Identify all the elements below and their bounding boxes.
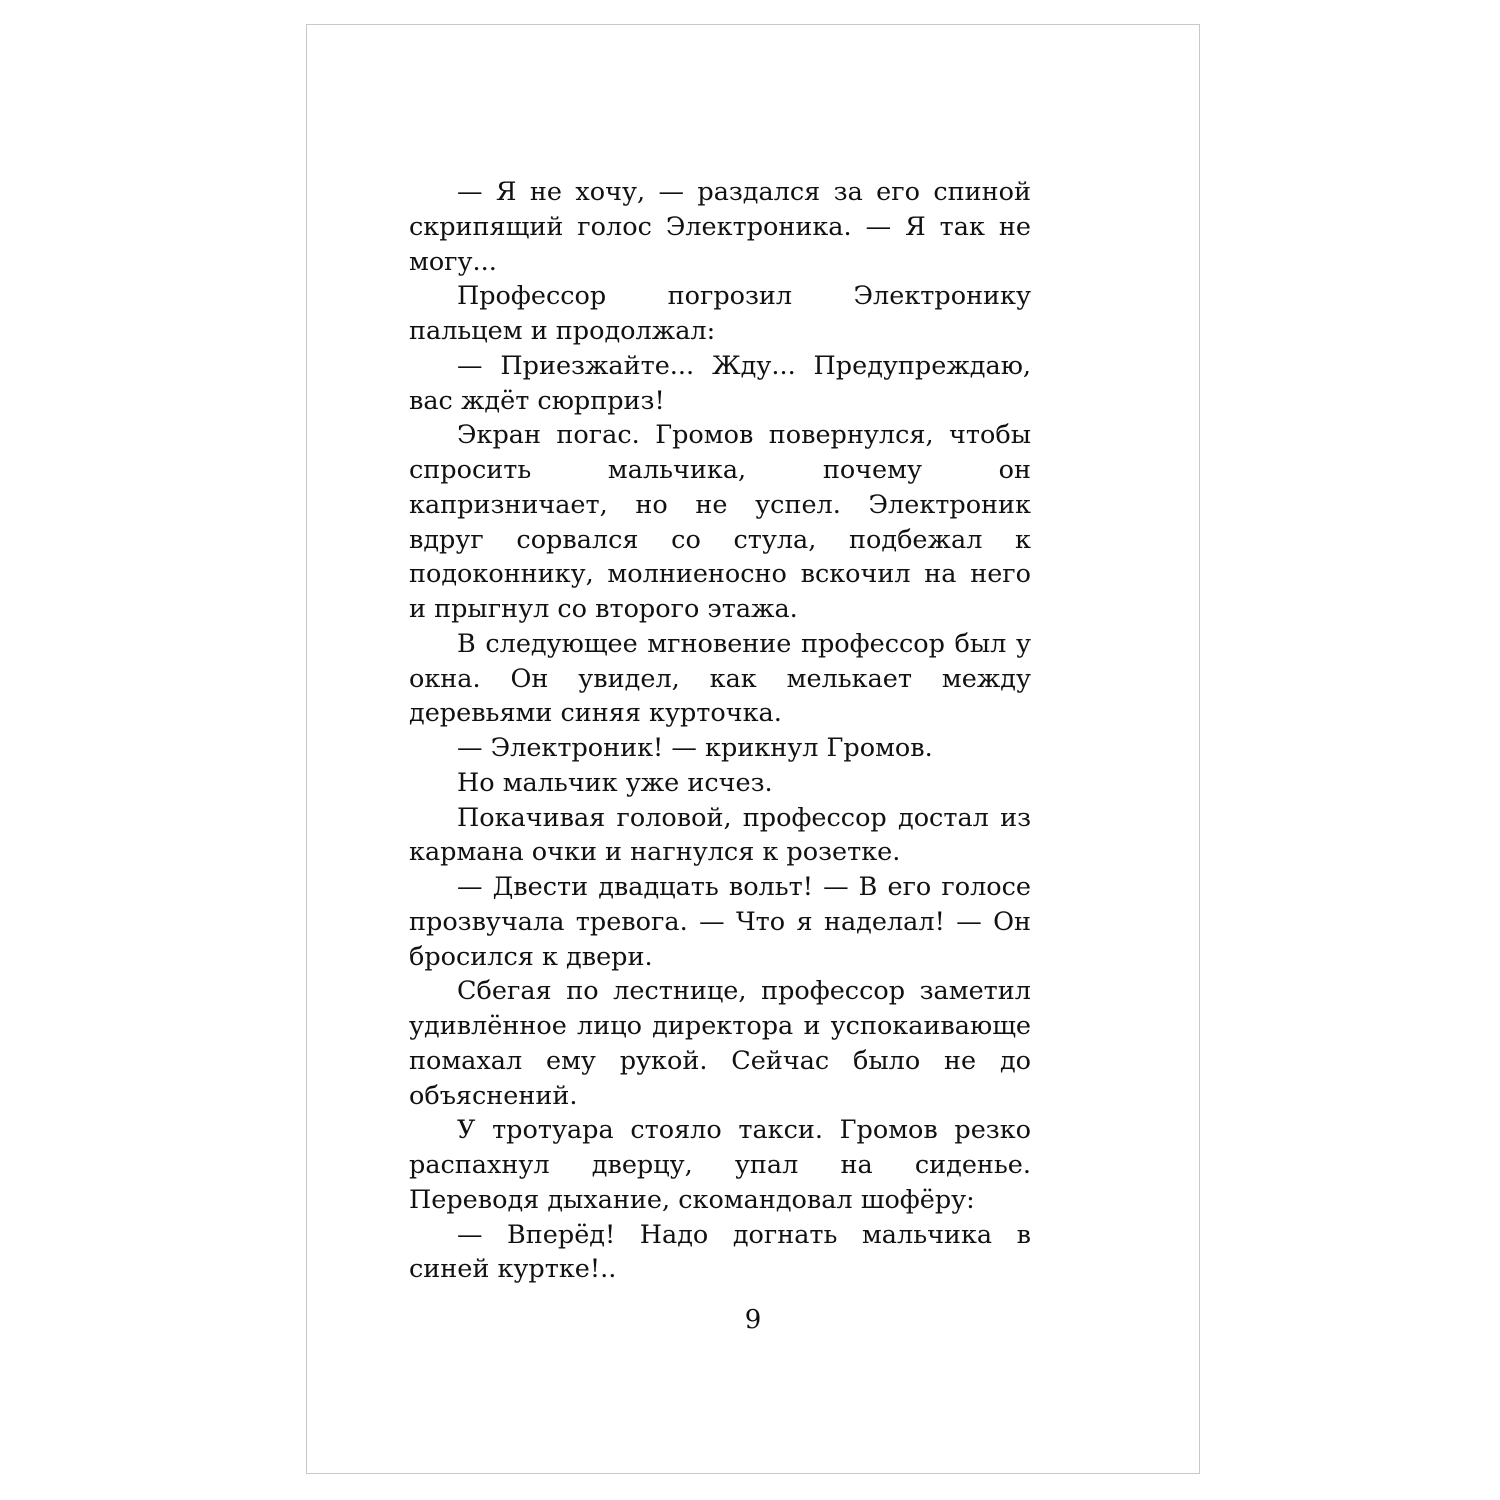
paragraph: В следующее мгновение профессор был у окна. Он увидел, как мелькает между деревьями синяя курточка. bbox=[409, 628, 1031, 729]
paragraph: — Электроник! — крикнул Громов. bbox=[457, 733, 933, 763]
paragraph: Профессор погрозил Электронику пальцем и продолжал: bbox=[409, 281, 1031, 346]
page-number: 9 bbox=[744, 1305, 762, 1335]
paragraph: — Вперёд! Надо догнать мальчика в синей куртке!.. bbox=[409, 1219, 1031, 1285]
paragraph: Но мальчик уже исчез. bbox=[457, 767, 773, 798]
book-page bbox=[306, 24, 1200, 1474]
paragraph: — Приезжайте... Жду... Предупреждаю, вас ждёт сюрприз! bbox=[409, 350, 1031, 416]
paragraph: — Я не хочу, — раздался за его спиной скрипящий голос Электроника. — Я так не могу... bbox=[409, 177, 1031, 277]
paragraph: У тротуара стояло такси. Громов резко распахнул дверцу, упал на сиденье. Переводя дыхание, скомандовал шофёру: bbox=[409, 1115, 1031, 1215]
paragraph: — Двести двадцать вольт! — В его голосе прозвучала тревога. — Что я наделал! — Он бросился к двери. bbox=[409, 872, 1031, 972]
body-text bbox=[409, 175, 1031, 1287]
paragraph: Покачивая головой, профессор достал из кармана очки и нагнулся к розетке. bbox=[409, 802, 1031, 868]
paragraph: Сбегая по лестнице, профессор заметил удивлённое лицо директора и успокаивающе помахал ему рукой. Сейчас было не до объяснений. bbox=[409, 976, 1031, 1111]
paragraph: Экран погас. Громов повернулся, чтобы спросить мальчика, почему он капризничает, но не успел. Электроник вдруг сорвался со стула, подбежал к подоконнику, молниеносно вскочил на него и прыгнул со второго этажа. bbox=[409, 420, 1031, 624]
